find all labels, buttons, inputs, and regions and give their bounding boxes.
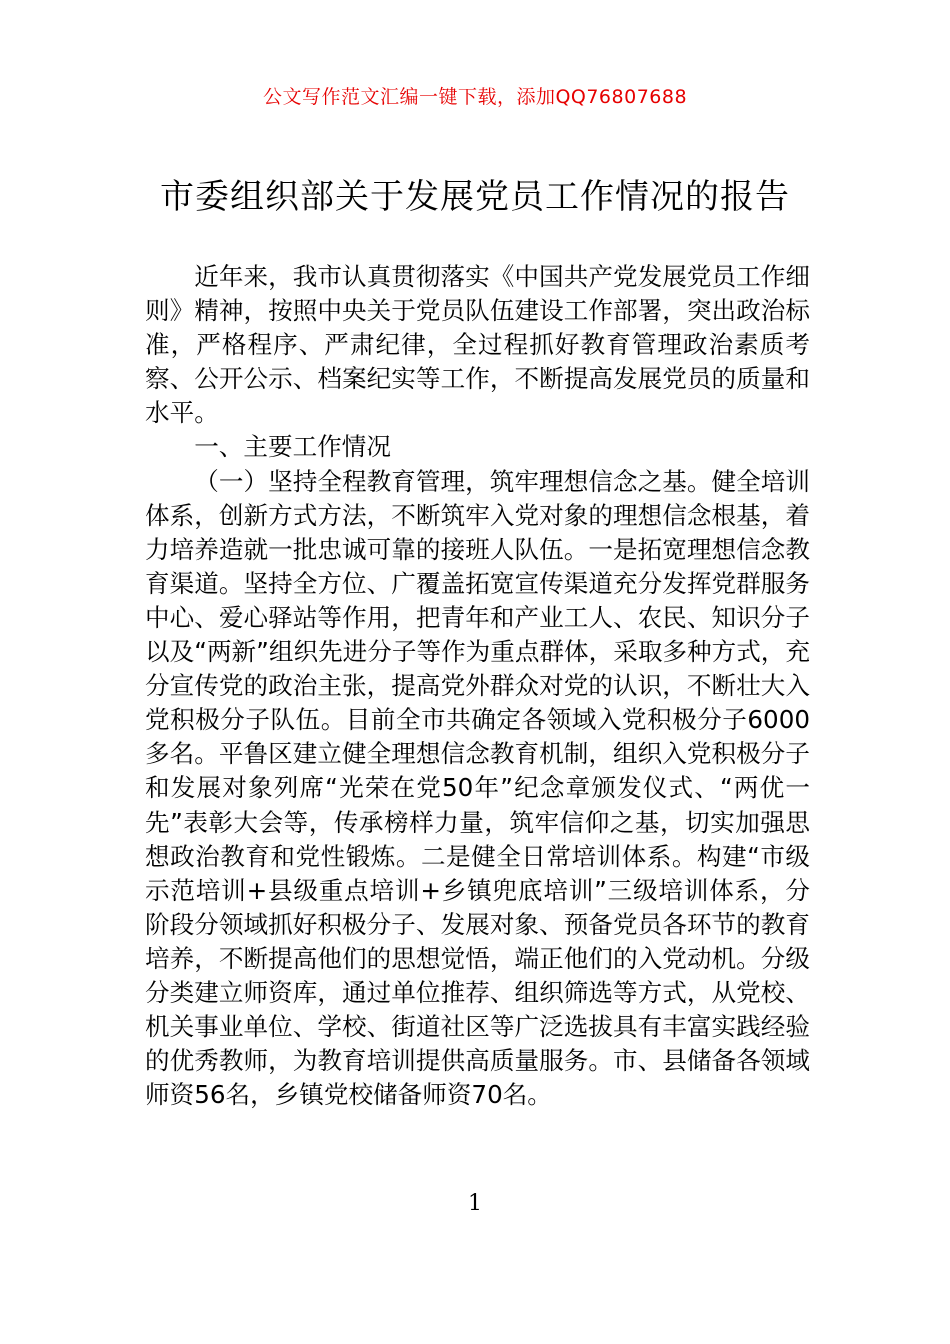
page-number: 1 <box>468 1191 482 1216</box>
paragraph-intro: 近年来，我市认真贯彻落实《中国共产党发展党员工作细则》精神，按照中央关于党员队伍建设工作部署，突出政治标准，严格程序、严肃纪律，全过程抓好教育管理政治素质考察、公开公示、档案纪实等工作，不断提高发展党员的质量和水平。 <box>145 262 810 428</box>
document-title: 市委组织部关于发展党员工作情况的报告 <box>160 177 790 217</box>
paragraph-section-1: （一）坚持全程教育管理，筑牢理想信念之基。健全培训体系，创新方式方法，不断筑牢入党对象的理想信念根基，着力培养造就一批忠诚可靠的接班人队伍。一是拓宽理想信念教育渠道。坚持全方位、广覆盖拓宽宣传渠道充分发挥党群服务中心、爱心驿站等作用，把青年和产业工人、农民、知识分子以及“两新”组织先进分子等作为重点群体，采取多种方式，充分宣传党的政治主张，提高党外群众对党的认识，不断壮大入党积极分子队伍。目前全市共确定各领域入党积极分子6000多名。平鲁区建立健全理想信念教育机制，组织入党积极分子和发展对象列席“光荣在党50年”纪念章颁发仪式、“两优一先”表彰大会等，传承榜样力量，筑牢信仰之基，切实加强思想政治教育和党性锻炼。二是健全日常培训体系。构建“市级示范培训+县级重点培训+乡镇兜底培训”三级培训体系，分阶段分领域抓好积极分子、发展对象、预备党员各环节的教育培养，不断提高他们的思想觉悟，端正他们的入党动机。分级分类建立师资库，通过单位推荐、组织筛选等方式，从党校、机关事业单位、学校、街道社区等广泛选拔具有丰富实践经验的优秀教师，为教育培训提供高质量服务。市、县储备各领域师资56名，乡镇党校储备师资70名。 <box>145 466 810 1110</box>
section-heading: 一、主要工作情况 <box>194 432 391 462</box>
watermark-text: 公文写作范文汇编一键下载，添加QQ76807688 <box>262 86 688 108</box>
document-body <box>145 260 810 1112</box>
